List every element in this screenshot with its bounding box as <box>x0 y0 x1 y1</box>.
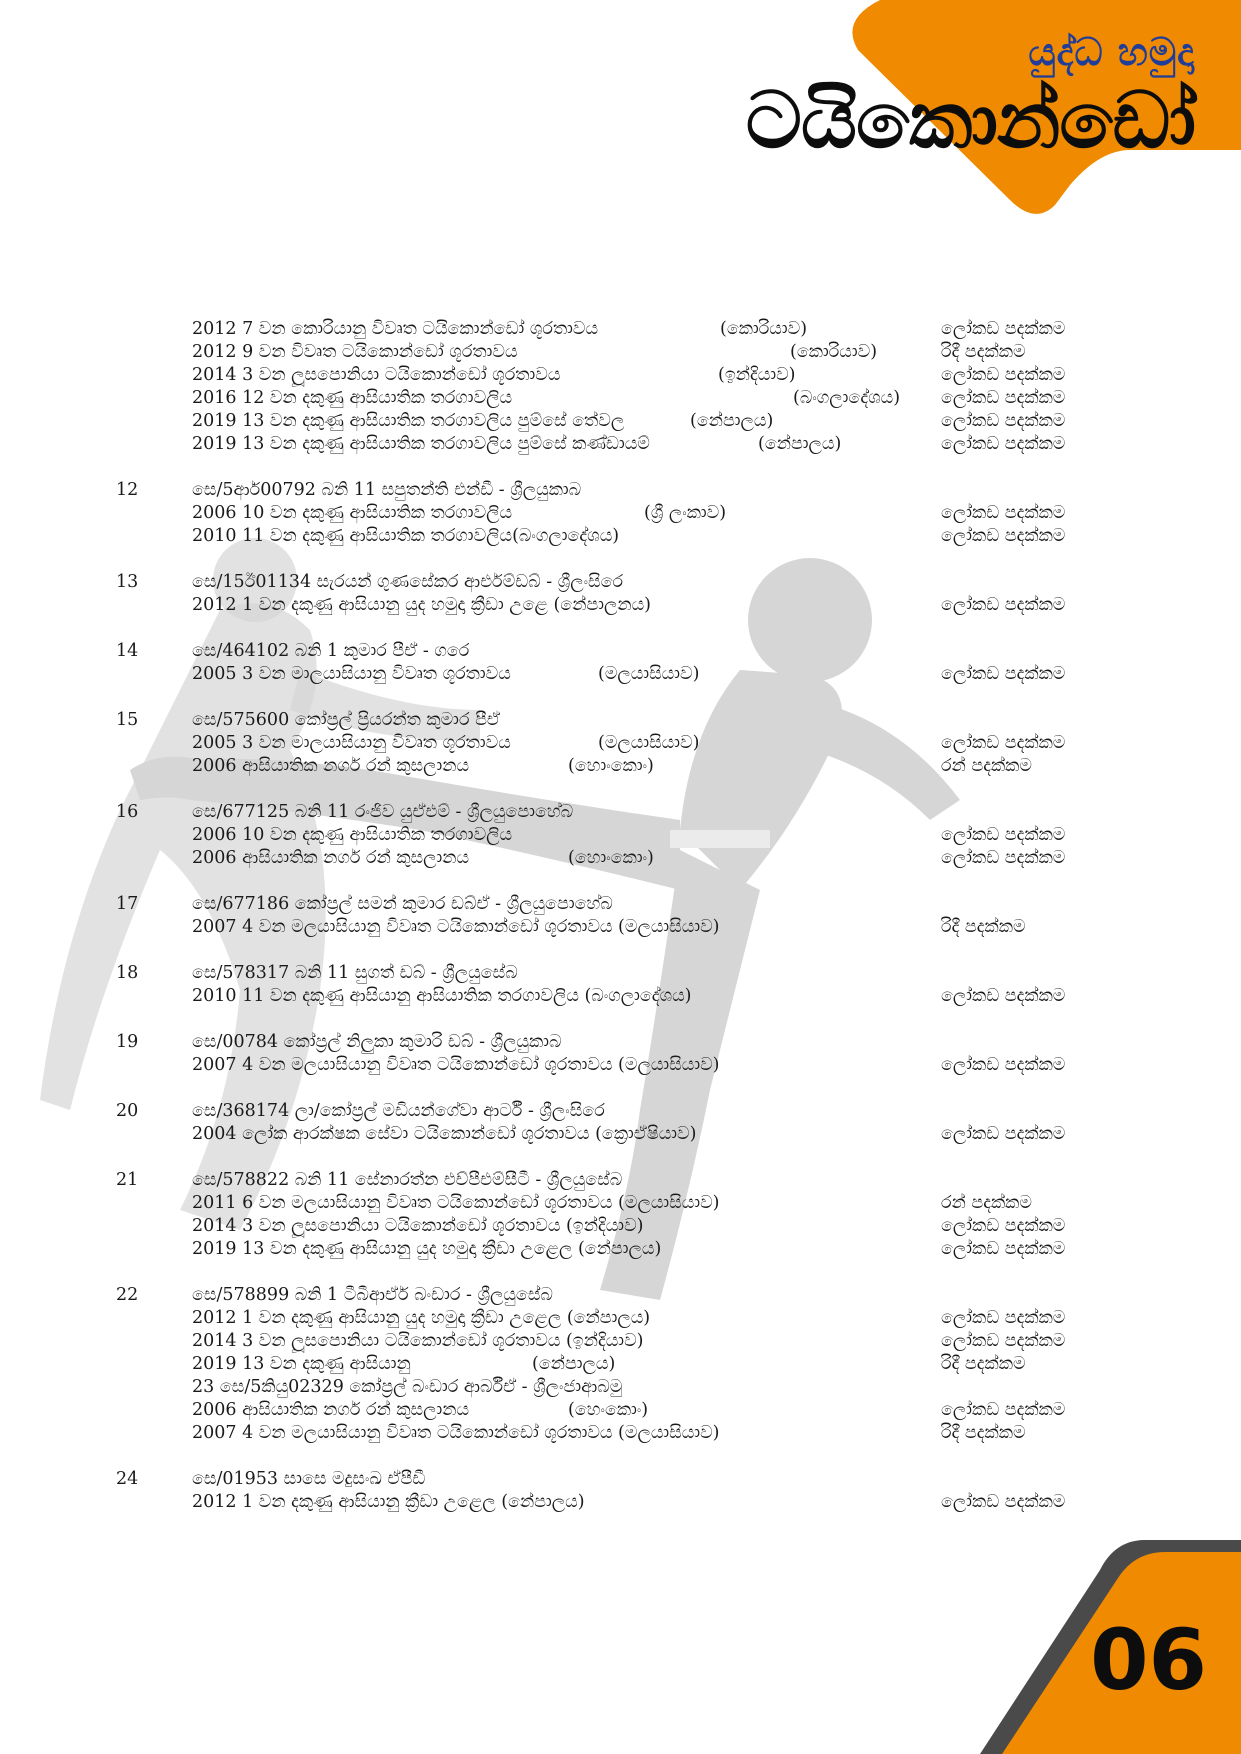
event-name: 2011 6 වන මලයාසියානු විවෘත ටයිකොන්ඩෝ ශූරතාවය (මලයාසියාව) <box>192 1193 720 1213</box>
event-row <box>0 755 1241 778</box>
event-country: (හොංකොං) <box>568 848 654 868</box>
event-row <box>0 916 1241 939</box>
event-country: (නේපාලය) <box>690 411 774 431</box>
event-country: (හෙංකොං) <box>568 1400 649 1420</box>
event-name: 2006 ආසියාතික නගර් රන් කුසලානය <box>192 756 470 776</box>
athlete-name: සෙ/15ඊ01134 සැරයන් ගුණසේකර ආර්එම්ඩබ් - ශ්‍රීලංසිරෙ <box>192 572 624 592</box>
medal-label: ලෝකඩ පදක්කම <box>941 733 1066 753</box>
athlete-name: සෙ/578899 බනි 1 ටීබීආර්ඒ බංඩාර - ශ්‍රීලයුසේබ <box>192 1285 553 1305</box>
athlete-name: සෙ/578317 බනි 11 සුගත් ඩබ් - ශ්‍රීලයුසේබ <box>192 963 518 983</box>
event-name: 2012 1 වන දකුණු ආසියානු යුද හමුදා ක්‍රීඩා උළෙ (නේපාලනය) <box>192 595 651 615</box>
athlete-row <box>0 893 1241 916</box>
event-name: 2019 13 වන දකුණු ආසියාතික තරගාවලිය පුම්සේ තේවල <box>192 411 625 431</box>
event-row <box>0 1123 1241 1146</box>
medal-label: ලෝකඩ පදක්කම <box>941 595 1066 615</box>
event-row <box>0 1376 1241 1399</box>
event-name: 2005 3 වන මාලයාසියානු විවෘත ශූරතාවය <box>192 664 511 684</box>
result-entry <box>0 709 1241 778</box>
medal-label: ලෝකඩ පදක්කම <box>941 825 1066 845</box>
athlete-name: සෙ/01953 සාසෙ මදුසංඛ ඒපීඩී <box>192 1469 426 1489</box>
event-row <box>0 387 1241 410</box>
entry-number: 15 <box>116 710 139 730</box>
athlete-row <box>0 801 1241 824</box>
athlete-row <box>0 1031 1241 1054</box>
event-row <box>0 410 1241 433</box>
entry-number: 12 <box>116 480 139 500</box>
entry-number: 13 <box>116 572 139 592</box>
event-name: 2006 10 වන දකුණු ආසියාතික තරගාවලිය <box>192 503 513 523</box>
athlete-row <box>0 962 1241 985</box>
athlete-name: සෙ/677125 බනි 11 රංජිව යුඒඑම් - ශ්‍රීලයුපොහේබ <box>192 802 574 822</box>
event-row <box>0 1353 1241 1376</box>
event-name: 23 සෙ/5කියු02329 කෝප්‍රල් බංඩාර ආර්බීඒ - ශ්‍රීලංජාආබමු <box>192 1377 623 1397</box>
event-name: 2007 4 වන මලයාසියානු විවෘත ටයිකොන්ඩෝ ශූරතාවය (මලයාසියාව) <box>192 1055 720 1075</box>
result-entry <box>0 640 1241 686</box>
medal-label: ලෝකඩ පදක්කම <box>941 1331 1066 1351</box>
entry-number: 20 <box>116 1101 139 1121</box>
athlete-name: සෙ/677186 කෝප්‍රල් සමන් කුමාර ඩබ්ඒ - ශ්‍රීලයුපොහේබ <box>192 894 613 914</box>
result-entry <box>0 479 1241 548</box>
medal-label: ලෝකඩ පදක්කම <box>941 848 1066 868</box>
header-title: ටයිකොන්ඩෝ <box>745 76 1195 166</box>
result-entry <box>0 1031 1241 1077</box>
event-country: (හොංකොං) <box>568 756 654 776</box>
event-row <box>0 364 1241 387</box>
event-row <box>0 1192 1241 1215</box>
medal-label: ලෝකඩ පදක්කම <box>941 664 1066 684</box>
result-entry <box>0 318 1241 456</box>
event-name: 2005 3 වන මාලයාසියානු විවෘත ශූරතාවය <box>192 733 511 753</box>
event-name: 2012 7 වන කොරියානු විවෘත ටයිකොන්ඩෝ ශූරතාවය <box>192 319 599 339</box>
event-row <box>0 525 1241 548</box>
entry-number: 16 <box>116 802 139 822</box>
event-row <box>0 502 1241 525</box>
medal-label: ලෝකඩ පදක්කම <box>941 1055 1066 1075</box>
result-entry <box>0 893 1241 939</box>
event-country: (නේපාලය) <box>758 434 842 454</box>
athlete-name: සෙ/464102 බනි 1 කුමාර පීඒ - ගරෙ <box>192 641 470 661</box>
event-row <box>0 1238 1241 1261</box>
event-name: 2006 ආසියාතික නගර් රන් කුසලානය <box>192 848 470 868</box>
medal-label: රිදී පදක්කම <box>941 1354 1026 1374</box>
athlete-row <box>0 709 1241 732</box>
event-name: 2019 13 වන දකුණු ආසියානු <box>192 1354 411 1374</box>
event-country: (කොරියාව) <box>790 342 878 362</box>
event-row <box>0 318 1241 341</box>
event-country: (මලයාසියාව) <box>598 664 700 684</box>
medal-label: ලෝකඩ පදක්කම <box>941 1308 1066 1328</box>
medal-label: ලෝකඩ පදක්කම <box>941 1216 1066 1236</box>
athlete-results-list <box>0 318 1241 1514</box>
event-name: 2012 1 වන දකුණු ආසියානු ක්‍රීඩා උළෙල (නේපාලය) <box>192 1492 585 1512</box>
event-row <box>0 1215 1241 1238</box>
event-name: 2006 10 වන දකුණු ආසියාතික තරගාවලිය <box>192 825 513 845</box>
result-entry <box>0 1100 1241 1146</box>
event-name: 2012 9 වන විවෘත ටයිකොන්ඩෝ ශූරතාවය <box>192 342 518 362</box>
result-entry <box>0 571 1241 617</box>
entry-number: 21 <box>116 1170 139 1190</box>
event-country: (නේපාලය) <box>532 1354 616 1374</box>
event-row <box>0 594 1241 617</box>
result-entry <box>0 801 1241 870</box>
entry-number: 22 <box>116 1285 139 1305</box>
medal-label: ලෝකඩ පදක්කම <box>941 526 1066 546</box>
medal-label: රිදී පදක්කම <box>941 917 1026 937</box>
entry-number: 19 <box>116 1032 139 1052</box>
event-row <box>0 1307 1241 1330</box>
medal-label: ලෝකඩ පදක්කම <box>941 1124 1066 1144</box>
event-row <box>0 1399 1241 1422</box>
athlete-row <box>0 479 1241 502</box>
event-row <box>0 824 1241 847</box>
athlete-name: සෙ/578822 බනි 11 සේනාරත්න එච්පීඑම්සීටී - ශ්‍රීලයුසේබ <box>192 1170 623 1190</box>
medal-label: ලෝකඩ පදක්කම <box>941 434 1066 454</box>
event-country: (බංගලාදේශය) <box>793 388 901 408</box>
result-entry <box>0 1169 1241 1261</box>
event-name: 2019 13 වන දකුණු ආසියානු යුද හමුදා ක්‍රීඩා උළෙල (නේපාලය) <box>192 1239 662 1259</box>
event-name: 2014 3 වන ලූසපොනියා ටයිකොන්ඩෝ ශූරතාවය (ඉන්දියාව) <box>192 1216 644 1236</box>
athlete-name: සෙ/00784 කෝප්‍රල් නිලුකා කුමාරි ඩබ් - ශ්‍රීලයුකාබ <box>192 1032 562 1052</box>
entry-number: 18 <box>116 963 139 983</box>
result-entry <box>0 1284 1241 1445</box>
athlete-name: සෙ/5ආර්00792 බනි 11 සපුතන්ති එන්ඩී - ශ්‍රීලයුකාබ <box>192 480 582 500</box>
event-name: 2010 11 වන දකුණු ආසියාතික තරගාවලිය(බංගලාදේශය) <box>192 526 620 546</box>
event-row <box>0 1054 1241 1077</box>
event-row <box>0 1422 1241 1445</box>
event-name: 2004 ලෝක ආරක්ෂක සේවා ටයිකොන්ඩෝ ශූරතාවය (ක්‍රොඒෂියාව) <box>192 1124 697 1144</box>
event-row <box>0 1330 1241 1353</box>
medal-label: රිදී පදක්කම <box>941 342 1026 362</box>
medal-label: රන් පදක්කම <box>941 756 1032 776</box>
medal-label: ලෝකඩ පදක්කම <box>941 388 1066 408</box>
entry-number: 24 <box>116 1469 139 1489</box>
event-row <box>0 847 1241 870</box>
header-subtitle: යුද්ධ හමුදා <box>1028 30 1195 74</box>
event-country: (කොරියාව) <box>720 319 808 339</box>
event-row <box>0 732 1241 755</box>
medal-label: ලෝකඩ පදක්කම <box>941 503 1066 523</box>
athlete-row <box>0 571 1241 594</box>
medal-label: ලෝකඩ පදක්කම <box>941 365 1066 385</box>
medal-label: රිදී පදක්කම <box>941 1423 1026 1443</box>
medal-label: ලෝකඩ පදක්කම <box>941 319 1066 339</box>
medal-label: ලෝකඩ පදක්කම <box>941 1492 1066 1512</box>
event-row <box>0 985 1241 1008</box>
medal-label: ලෝකඩ පදක්කම <box>941 1400 1066 1420</box>
result-entry <box>0 962 1241 1008</box>
event-name: 2007 4 වන මලයාසියානු විවෘත ටයිකොන්ඩෝ ශූරතාවය (මලයාසියාව) <box>192 917 720 937</box>
athlete-name: සෙ/575600 කෝප්‍රල් ප්‍රියරන්ත කුමාර පීඒ <box>192 710 500 730</box>
athlete-name: සෙ/368174 ලා/කෝප්‍රල් මඩියන්ගේවා ආර්ටී - ශ්‍රීලංසිරෙ <box>192 1101 605 1121</box>
event-row <box>0 1491 1241 1514</box>
event-name: 2007 4 වන මලයාසියානු විවෘත ටයිකොන්ඩෝ ශූරතාවය (මලයාසියාව) <box>192 1423 720 1443</box>
event-row <box>0 663 1241 686</box>
event-name: 2010 11 වන දකුණු ආසියානු ආසියාතික තරගාවලිය (බංගලාදේශය) <box>192 986 692 1006</box>
event-row <box>0 433 1241 456</box>
medal-label: ලෝකඩ පදක්කම <box>941 1239 1066 1259</box>
athlete-row <box>0 1100 1241 1123</box>
page-number: 06 <box>1090 1611 1207 1709</box>
event-name: 2014 3 වන ලූසපොනියා ටයිකොන්ඩෝ ශූරතාවය (ඉන්දියාව) <box>192 1331 644 1351</box>
medal-label: ලෝකඩ පදක්කම <box>941 411 1066 431</box>
event-name: 2012 1 වන දකුණු ආසියානු යුද හමුදා ක්‍රීඩා උළෙල (නේපාලය) <box>192 1308 651 1328</box>
event-country: (ඉන්දියාව) <box>718 365 796 385</box>
result-entry <box>0 1468 1241 1514</box>
event-country: (ශ්‍රී ලංකාව) <box>644 503 727 523</box>
event-row <box>0 341 1241 364</box>
athlete-row <box>0 1169 1241 1192</box>
event-name: 2019 13 වන දකුණු ආසියාතික තරගාවලිය පුම්සේ කණ්ඩායම් <box>192 434 650 454</box>
event-name: 2014 3 වන ලූසපොනියා ටයිකොන්ඩෝ ශූරතාවය <box>192 365 561 385</box>
athlete-row <box>0 1468 1241 1491</box>
entry-number: 17 <box>116 894 139 914</box>
medal-label: ලෝකඩ පදක්කම <box>941 986 1066 1006</box>
athlete-row <box>0 1284 1241 1307</box>
entry-number: 14 <box>116 641 139 661</box>
event-name: 2006 ආසියාතික නගර් රන් කුසලානය <box>192 1400 470 1420</box>
medal-label: රන් පදක්කම <box>941 1193 1032 1213</box>
event-country: (මලයාසියාව) <box>598 733 700 753</box>
athlete-row <box>0 640 1241 663</box>
event-name: 2016 12 වන දකුණු ආසියාතික තරගාවලිය <box>192 388 513 408</box>
